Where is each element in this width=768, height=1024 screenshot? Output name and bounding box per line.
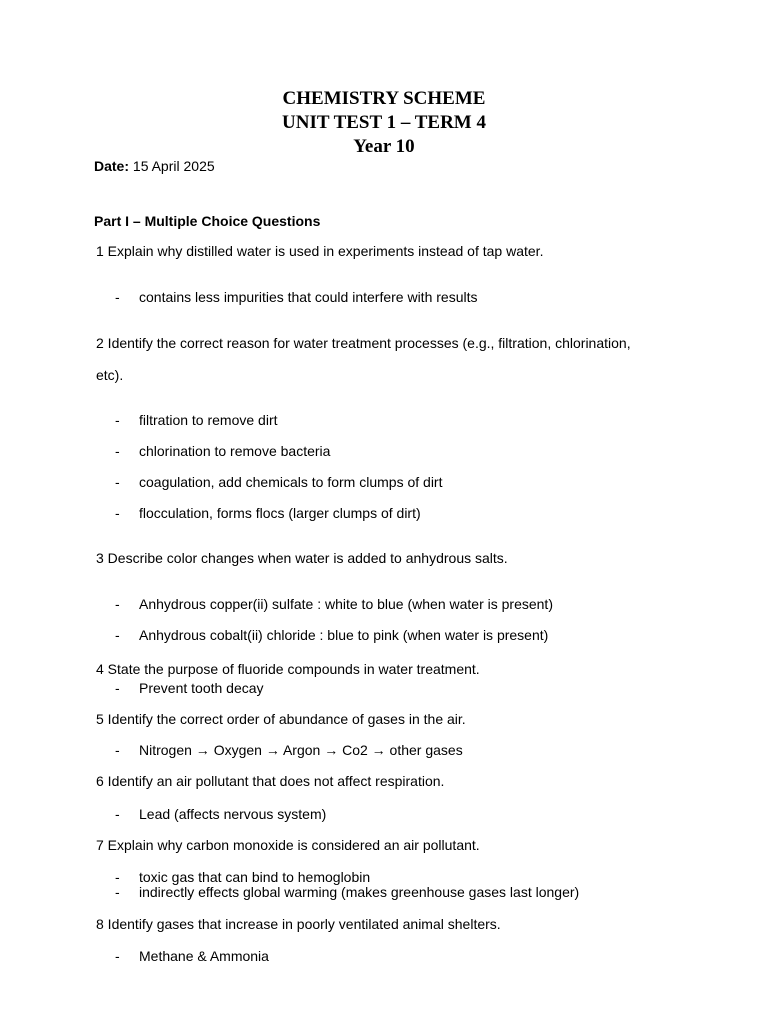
question-2: 2 Identify the correct reason for water treatment processes (e.g., filtration, chlorination, xyxy=(96,335,631,351)
document-year: Year 10 xyxy=(353,136,415,157)
answer-7-1: toxic gas that can bind to hemoglobin xyxy=(139,869,371,885)
answer-dash: - xyxy=(115,443,120,459)
answer-dash: - xyxy=(115,680,120,696)
question-8: 8 Identify gases that increase in poorly ventilated animal shelters. xyxy=(96,916,501,932)
date-value: 15 April 2025 xyxy=(129,158,215,174)
date-label: Date: xyxy=(94,158,130,174)
question-5: 5 Identify the correct order of abundance of gases in the air. xyxy=(96,711,466,727)
answer-dash: - xyxy=(115,884,120,900)
question-3: 3 Describe color changes when water is added to anhydrous salts. xyxy=(96,550,508,566)
answer-dash: - xyxy=(115,948,120,964)
answer-dash: - xyxy=(115,474,120,490)
answer-dash: - xyxy=(115,412,120,428)
answer-2-4: flocculation, forms flocs (larger clumps of dirt) xyxy=(139,505,421,521)
answer-6-1: Lead (affects nervous system) xyxy=(139,806,327,822)
answer-2-3: coagulation, add chemicals to form clumps of dirt xyxy=(139,474,443,490)
answer-dash: - xyxy=(115,806,120,822)
question-6: 6 Identify an air pollutant that does not affect respiration. xyxy=(96,773,445,789)
date-line xyxy=(94,158,215,175)
answer-dash: - xyxy=(115,596,120,612)
section-heading: Part I – Multiple Choice Questions xyxy=(94,213,321,229)
answer-dash: - xyxy=(115,869,120,885)
answer-dash: - xyxy=(115,289,120,305)
document-title: CHEMISTRY SCHEME xyxy=(282,88,486,109)
answer-8-1: Methane & Ammonia xyxy=(139,948,269,964)
answer-4-1: Prevent tooth decay xyxy=(139,680,264,696)
answer-2-2: chlorination to remove bacteria xyxy=(139,443,331,459)
question-2-continued: etc). xyxy=(96,367,124,383)
question-4: 4 State the purpose of fluoride compounds in water treatment. xyxy=(96,661,480,677)
answer-dash: - xyxy=(115,627,120,643)
answer-3-2: Anhydrous cobalt(ii) chloride : blue to pink (when water is present) xyxy=(139,627,549,643)
answer-1-1: contains less impurities that could interfere with results xyxy=(139,289,478,305)
answer-7-2: indirectly effects global warming (makes greenhouse gases last longer) xyxy=(139,884,580,900)
answer-dash: - xyxy=(115,505,120,521)
answer-dash: - xyxy=(115,742,120,758)
document-subtitle: UNIT TEST 1 – TERM 4 xyxy=(282,112,486,133)
question-1: 1 Explain why distilled water is used in experiments instead of tap water. xyxy=(96,243,544,259)
answer-3-1: Anhydrous copper(ii) sulfate : white to blue (when water is present) xyxy=(139,596,553,612)
question-7: 7 Explain why carbon monoxide is considered an air pollutant. xyxy=(96,837,480,853)
answer-5-1: Nitrogen → Oxygen → Argon → Co2 → other gases xyxy=(139,742,463,758)
answer-2-1: filtration to remove dirt xyxy=(139,412,278,428)
